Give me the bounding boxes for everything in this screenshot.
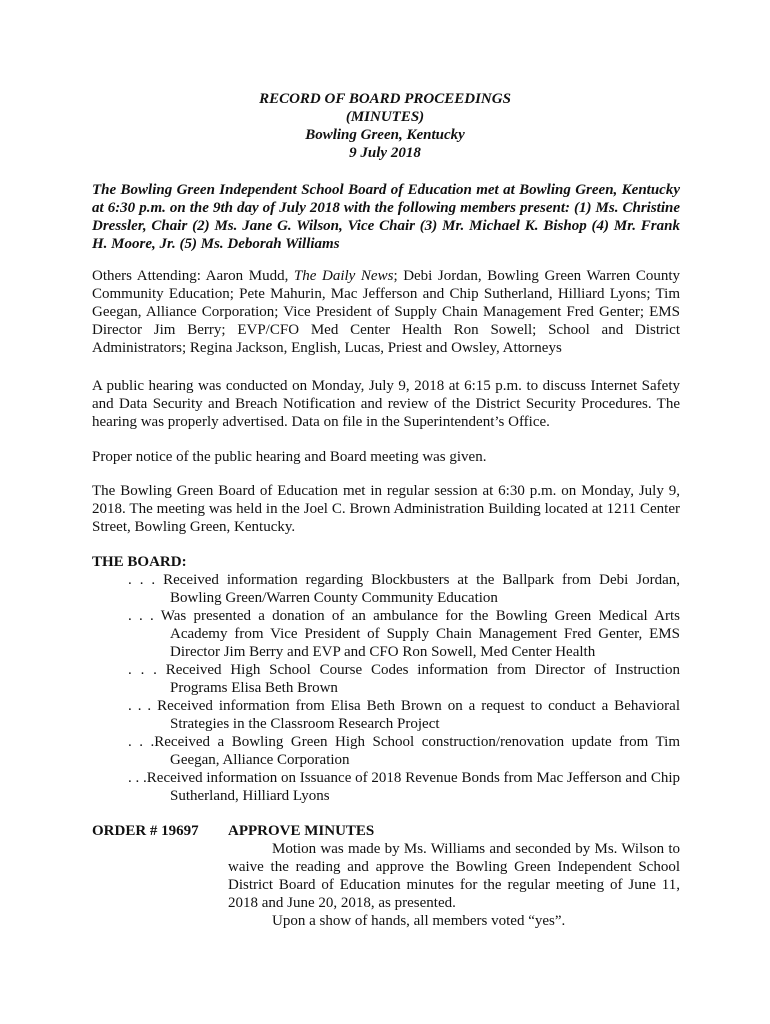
publication-name: The Daily News <box>293 268 394 284</box>
board-item: . . .Received information on Issuance of 2018 Revenue Bonds from Mac Jefferson and Chip Sutherland, Hilliard Lyons <box>128 770 680 804</box>
document-header <box>0 90 770 162</box>
board-item: . . .Received a Bowling Green High School construction/renovation update from Tim Geegan, Alliance Corporation <box>128 734 680 768</box>
header-title: RECORD OF BOARD PROCEEDINGS <box>259 91 511 107</box>
board-item: . . . Received information from Elisa Beth Brown on a request to conduct a Behavioral Strategies in the Classroom Research Project <box>128 698 680 732</box>
header-date: 9 July 2018 <box>349 145 421 161</box>
board-item: . . . Was presented a donation of an ambulance for the Bowling Green Medical Arts Academy from Vice President of Supply Chain Management Fred Genter, EMS Director Jim Berry and EVP and CFO Ron Sowell, Med Center Health <box>128 608 680 660</box>
order-number: ORDER # 19697 <box>92 823 199 839</box>
notice-paragraph: Proper notice of the public hearing and Board meeting was given. <box>92 449 487 465</box>
order-motion-paragraph: Motion was made by Ms. Williams and seconded by Ms. Wilson to waive the reading and approve the Bowling Green Independent School District Board of Education minutes for the regular meeting of June 11, 2018 and June 20, 2018, as presented. <box>228 841 680 911</box>
members-present-paragraph: The Bowling Green Independent School Board of Education met at Bowling Green, Kentucky at 6:30 p.m. on the 9th day of July 2018 with the following members present: (1) Ms. Christine Dressler, Chair (2) Ms. Jane G. Wilson, Vice Chair (3) Mr. Michael K. Bishop (4) Mr. Frank H. Moore, Jr. (5) Ms. Deborah Williams <box>92 182 680 252</box>
others-attending-prefix: Others Attending: Aaron Mudd, <box>92 268 294 284</box>
board-heading: THE BOARD: <box>92 554 187 570</box>
header-subtitle: (MINUTES) <box>345 109 425 125</box>
order-vote-paragraph: Upon a show of hands, all members voted “yes”. <box>272 913 566 929</box>
order-body <box>228 840 680 930</box>
board-item: . . . Received information regarding Blockbusters at the Ballpark from Debi Jordan, Bowling Green/Warren County Community Education <box>128 572 680 606</box>
others-attending-list: ; Debi Jordan, Bowling Green Warren County Community Education; Pete Mahurin, Mac Jefferson and Chip Sutherland, Hilliard Lyons; Tim Geegan, Alliance Corporation; Vice President of Supply Chain Management Fred Genter; EMS Director Jim Berry; EVP/CFO Med Center Health Ron Sowell; School and District Administrators; Regina Jackson, English, Lucas, Priest and Owsley, Attorneys <box>92 268 680 356</box>
regular-session-paragraph: The Bowling Green Board of Education met in regular session at 6:30 p.m. on Monday, July 9, 2018. The meeting was held in the Joel C. Brown Administration Building located at 1211 Center Street, Bowling Green, Kentucky. <box>92 483 680 535</box>
public-hearing-paragraph: A public hearing was conducted on Monday, July 9, 2018 at 6:15 p.m. to discuss Internet Safety and Data Security and Breach Notification and review of the District Security Procedures. The hearing was properly advertised. Data on file in the Superintendent’s Office. <box>92 378 680 430</box>
board-item: . . . Received High School Course Codes information from Director of Instruction Programs Elisa Beth Brown <box>128 662 680 696</box>
board-items-list <box>128 571 680 805</box>
header-location: Bowling Green, Kentucky <box>305 127 465 143</box>
order-title: APPROVE MINUTES <box>228 823 375 839</box>
others-attending-paragraph <box>92 267 680 357</box>
